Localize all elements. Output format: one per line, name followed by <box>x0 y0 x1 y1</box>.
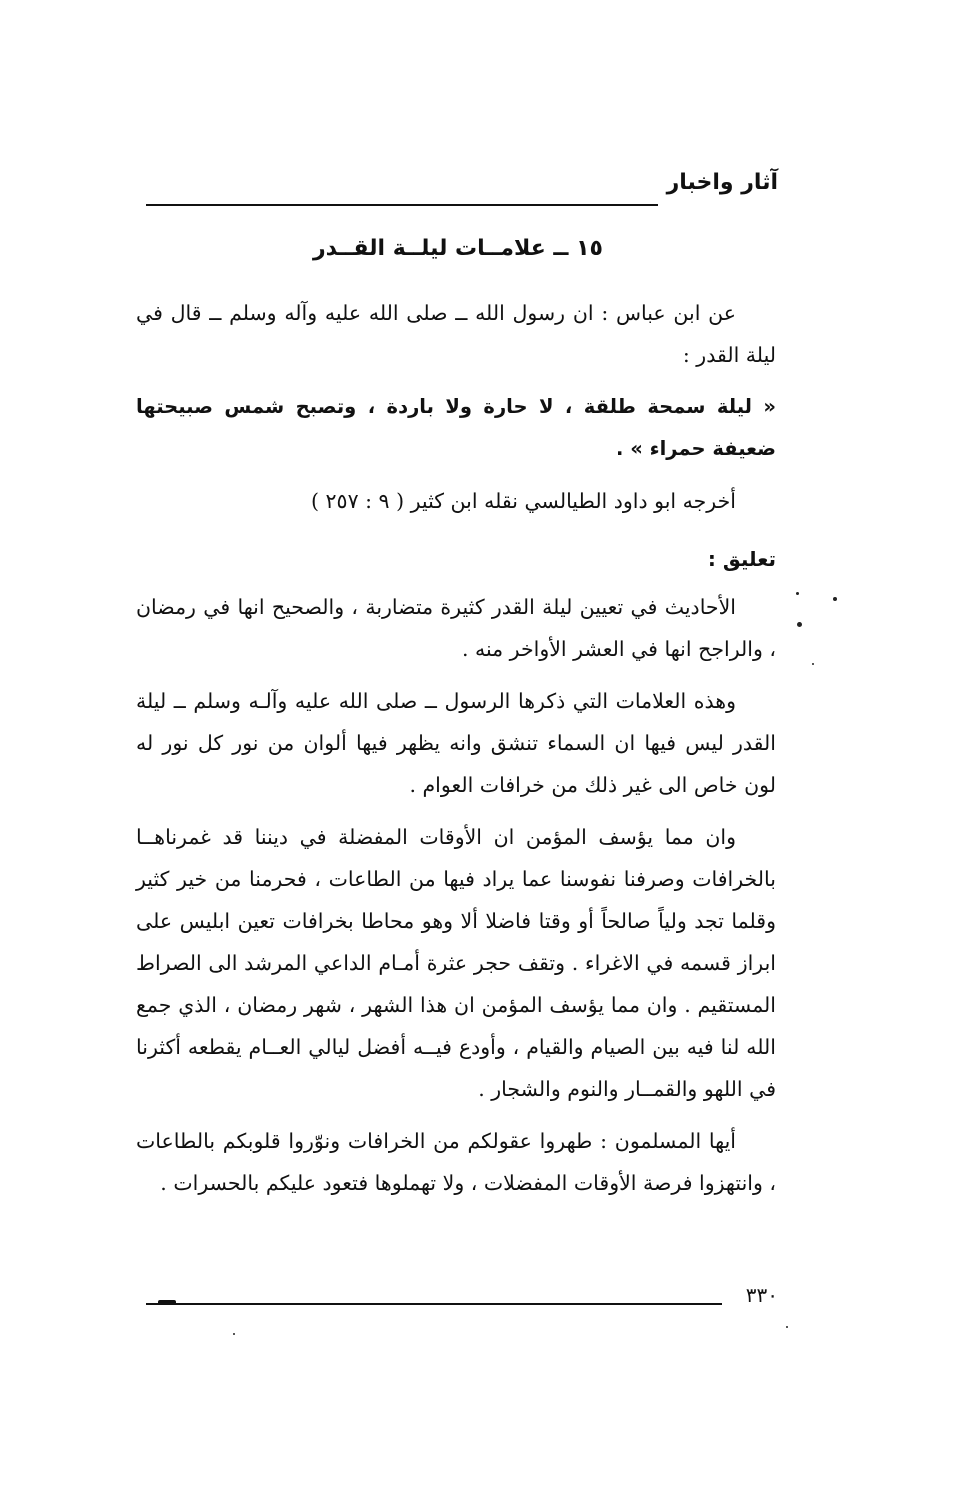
body-text <box>136 292 776 1214</box>
comment-paragraph-3: وان مما يؤسف المؤمن ان الأوقات المفضلة في ديننا قد غمرناهــا بالخرافات وصرفنا نفوسنا عما يراد فيها من الطاعات ، فحرمنا من خير كثير وقلما تجد ولياً صالحاً أو وقتا فاضلا ألا وهو محاطا بخرافات تعين ابليس على ابراز قسمه في الاغراء . وتقف حجر عثرة أمـام الداعي المرشد الى الصراط المستقيم . وان مما يؤسف المؤمن ان هذا الشهر ، شهر رمضان ، الذي جمع الله لنا فيه بين الصيام والقيام ، وأودع فيــه أفضل ليالي العــام يقطعه أكثرنا في اللهو والقمــار والنوم والشجار . <box>136 825 776 1101</box>
hadith-quote: « ليلة سمحة طلقة ، لا حارة ولا باردة ، وتصبح شمس صبيحتها ضعيفة حمراء » . <box>136 395 776 460</box>
comment-paragraph-2: وهذه العلامات التي ذكرها الرسول ــ صلى الله عليه وآلـه وسلم ــ ليلة القدر ليس فيها ان السماء تنشق وانه يظهر فيها ألوان من نور كل نور له لون خاص الى غير ذلك من خرافات العوام . <box>136 689 776 797</box>
page-footer <box>146 1283 778 1323</box>
footer-rule <box>146 1303 722 1305</box>
scan-speck <box>833 597 837 601</box>
header-rule <box>146 204 658 206</box>
scan-speck <box>786 1326 788 1328</box>
running-header <box>146 170 778 210</box>
page-number: ٣٣٠ <box>745 1283 778 1307</box>
comment-heading: تعليق : <box>707 547 776 571</box>
scan-speck <box>796 592 799 595</box>
scan-speck <box>797 622 802 627</box>
comment-paragraph-4: أيها المسلمون : طهروا عقولكم من الخرافات ونوّروا قلوبكم بالطاعات ، وانتهزوا فرصة الأوقات المفضلات ، ولا تهملوها فتعود عليكم بالحسرات . <box>136 1129 776 1195</box>
section-title: ١٥ ــ علامــات ليلــة القــدر <box>313 236 603 261</box>
running-header-title: آثار واخبار <box>666 170 778 195</box>
intro-paragraph: عن ابن عباس : ان رسول الله ــ صلى الله عليه وآله وسلم ــ قال في ليلة القدر : <box>136 301 776 367</box>
comment-paragraph-1: الأحاديث في تعيين ليلة القدر كثيرة متضاربة ، والصحيح انها في رمضان ، والراجح انها في العشر الأواخر منه . <box>136 595 776 661</box>
scan-speck <box>233 1333 235 1335</box>
scan-speck <box>812 663 814 665</box>
footer-rule-mark <box>158 1300 176 1305</box>
source-citation: أخرجه ابو داود الطيالسي نقله ابن كثير ( ٩ : ٢٥٧ ) <box>311 489 736 513</box>
